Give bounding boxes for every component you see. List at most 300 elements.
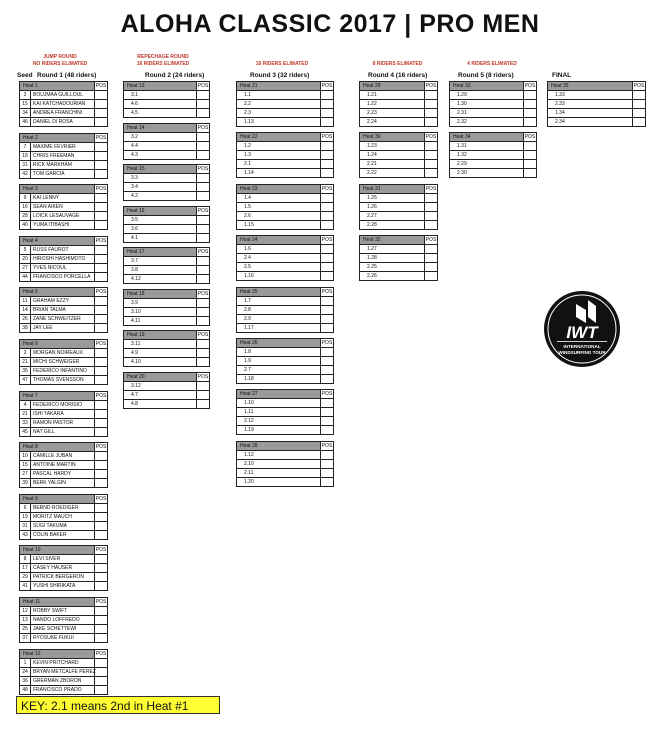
advancement-cell: 3.12 bbox=[131, 382, 141, 389]
seed-cell: 43 bbox=[20, 531, 31, 539]
rider-name: YUSHI SHIRIKATA bbox=[33, 583, 76, 590]
pos-header: POS bbox=[197, 290, 209, 297]
heat-box bbox=[123, 81, 210, 118]
logo-line2: WINDSURFING TOUR bbox=[558, 350, 606, 355]
heat-row bbox=[548, 109, 645, 118]
heat-title: Heat 5 bbox=[23, 289, 38, 296]
pos-header: POS bbox=[197, 83, 209, 89]
pos-cell bbox=[320, 151, 333, 159]
seed-cell: 21 bbox=[20, 410, 31, 418]
pos-cell bbox=[424, 221, 437, 229]
heat-box bbox=[19, 133, 108, 179]
advancement-cell: 2.24 bbox=[367, 119, 377, 125]
advancement-cell: 1.22 bbox=[367, 101, 377, 107]
heat-row bbox=[124, 192, 209, 201]
rider-name: LEVI SIVER bbox=[33, 556, 61, 563]
advancement-cell: 1.13 bbox=[244, 119, 254, 125]
heat-title: Heat 24 bbox=[240, 237, 258, 244]
round-note-line1 bbox=[449, 54, 535, 61]
heat-box bbox=[236, 81, 334, 127]
heat-row bbox=[20, 522, 107, 531]
rider-name: ANDREA FRANCHINI bbox=[33, 110, 83, 116]
pos-cell bbox=[320, 118, 333, 126]
pos-cell bbox=[523, 151, 536, 159]
pos-cell bbox=[94, 306, 107, 314]
heat-title: Heat 32 bbox=[363, 237, 381, 244]
pos-cell bbox=[523, 160, 536, 168]
seed-cell: 41 bbox=[20, 582, 31, 590]
rider-name: CAMILLE JUBAN bbox=[33, 453, 73, 460]
heat-row bbox=[237, 478, 333, 487]
seed-cell: 45 bbox=[20, 428, 31, 436]
advancement-cell: 2.33 bbox=[555, 101, 565, 107]
heat-row bbox=[124, 266, 209, 275]
heat-row bbox=[124, 91, 209, 100]
heat-row bbox=[20, 573, 107, 582]
pos-header: POS bbox=[197, 249, 209, 255]
heat-row bbox=[237, 460, 333, 469]
heat-title: Heat 19 bbox=[127, 332, 145, 338]
advancement-cell: 1.21 bbox=[367, 92, 377, 98]
heat-header bbox=[360, 82, 437, 91]
pos-cell bbox=[424, 91, 437, 99]
pos-header: POS bbox=[524, 134, 536, 141]
heat-row bbox=[20, 504, 107, 513]
advancement-cell: 1.29 bbox=[457, 92, 467, 98]
heat-header bbox=[237, 236, 333, 245]
heat-box bbox=[19, 339, 108, 385]
heat-row bbox=[237, 194, 333, 203]
heat-header bbox=[124, 207, 209, 216]
pos-cell bbox=[196, 151, 209, 159]
pos-cell bbox=[320, 297, 333, 305]
heat-box bbox=[449, 132, 537, 178]
heat-box bbox=[123, 164, 210, 201]
seed-cell: 39 bbox=[20, 479, 31, 487]
heat-row bbox=[20, 246, 107, 255]
pos-cell bbox=[94, 555, 107, 563]
pos-cell bbox=[94, 358, 107, 366]
seed-cell: 28 bbox=[20, 212, 31, 220]
pos-cell bbox=[94, 273, 107, 281]
heat-header bbox=[124, 331, 209, 340]
pos-header: POS bbox=[95, 392, 107, 399]
heat-row bbox=[124, 216, 209, 225]
advancement-cell: 4.4 bbox=[131, 142, 138, 149]
heat-row bbox=[20, 100, 107, 109]
heat-row bbox=[450, 109, 536, 118]
pos-cell bbox=[320, 357, 333, 365]
heat-row bbox=[20, 410, 107, 419]
key-legend: KEY: 2.1 means 2nd in Heat #1 bbox=[16, 696, 220, 714]
heat-box bbox=[19, 597, 108, 643]
advancement-cell: 4.11 bbox=[131, 317, 141, 324]
heat-row bbox=[124, 317, 209, 326]
pos-cell bbox=[320, 478, 333, 486]
round-name: Round 3 (32 riders) bbox=[250, 72, 310, 79]
heat-row bbox=[237, 245, 333, 254]
heat-row bbox=[360, 221, 437, 230]
pos-header: POS bbox=[95, 599, 107, 605]
heat-row bbox=[20, 461, 107, 470]
pos-cell bbox=[320, 109, 333, 117]
rider-name: MICHI SCHWEIGER bbox=[33, 359, 80, 365]
heat-row bbox=[237, 263, 333, 272]
pos-cell bbox=[320, 408, 333, 416]
pos-cell bbox=[320, 221, 333, 229]
seed-cell: 35 bbox=[20, 367, 31, 375]
pos-cell bbox=[196, 257, 209, 265]
pos-cell bbox=[94, 297, 107, 305]
pos-cell bbox=[523, 169, 536, 177]
heat-row bbox=[237, 254, 333, 263]
heat-row bbox=[20, 273, 107, 282]
heat-title: Heat 26 bbox=[240, 340, 258, 346]
heat-row bbox=[20, 513, 107, 522]
pos-header: POS bbox=[197, 166, 209, 172]
pos-cell bbox=[196, 308, 209, 316]
pos-cell bbox=[424, 169, 437, 177]
advancement-cell: 2.6 bbox=[244, 212, 251, 219]
round-note-line1 bbox=[232, 54, 332, 61]
pos-cell bbox=[196, 349, 209, 357]
heat-box bbox=[123, 330, 210, 367]
pos-cell bbox=[196, 234, 209, 242]
advancement-cell: 2.26 bbox=[367, 273, 377, 280]
rider-name: NANDO LOFFREDO bbox=[33, 617, 80, 623]
pos-cell bbox=[94, 324, 107, 332]
pos-cell bbox=[94, 221, 107, 229]
heat-row bbox=[237, 324, 333, 333]
heat-title: Heat 12 bbox=[23, 650, 41, 657]
heat-header bbox=[360, 185, 437, 194]
advancement-cell: 2.9 bbox=[244, 315, 251, 322]
seed-cell: 44 bbox=[20, 273, 31, 281]
heat-row bbox=[124, 142, 209, 151]
heat-row bbox=[237, 399, 333, 408]
heat-title: Heat 18 bbox=[127, 290, 145, 297]
advancement-cell: 1.32 bbox=[457, 152, 467, 159]
rider-name: BRYAN METCALFE PEREZ bbox=[33, 668, 96, 675]
heat-header bbox=[237, 390, 333, 399]
rider-name: BERND ROEDIGER bbox=[33, 504, 79, 511]
advancement-cell: 3.10 bbox=[131, 308, 141, 315]
rider-name: RYOSUKE FUKUI bbox=[33, 635, 74, 641]
rider-name: ZANE SCHWEITZER bbox=[33, 316, 81, 323]
heat-row bbox=[237, 203, 333, 212]
heat-row bbox=[237, 212, 333, 221]
pos-cell bbox=[94, 376, 107, 384]
heat-title: Heat 29 bbox=[363, 83, 381, 89]
advancement-cell: 2.10 bbox=[244, 460, 254, 467]
heat-row bbox=[450, 169, 536, 178]
heat-row bbox=[124, 358, 209, 367]
pos-header: POS bbox=[524, 83, 536, 89]
pos-header: POS bbox=[95, 83, 107, 89]
pos-header: POS bbox=[95, 650, 107, 657]
heat-row bbox=[237, 142, 333, 151]
heat-header bbox=[237, 339, 333, 348]
rider-name: JAKE SCHETTEWI bbox=[33, 626, 77, 632]
heat-row bbox=[20, 358, 107, 367]
heat-row bbox=[450, 142, 536, 151]
rider-name: LOICK LESAUVAGE bbox=[33, 213, 80, 220]
round-note-line1: JUMP ROUND bbox=[43, 54, 77, 60]
round-note-line1 bbox=[547, 54, 647, 61]
rider-name: ANTOINE MARTIN bbox=[33, 462, 76, 469]
pos-cell bbox=[94, 410, 107, 418]
heat-title: Heat 9 bbox=[23, 495, 38, 502]
rider-name: BOUJMAA GUILLOUL bbox=[33, 92, 84, 98]
pos-cell bbox=[320, 272, 333, 280]
pos-cell bbox=[94, 401, 107, 409]
heat-title: Heat 16 bbox=[127, 207, 145, 214]
heat-row bbox=[20, 152, 107, 161]
pos-header: POS bbox=[95, 186, 107, 193]
heat-box bbox=[236, 132, 334, 178]
pos-cell bbox=[320, 348, 333, 356]
round-note bbox=[449, 54, 535, 68]
advancement-cell: 1.16 bbox=[244, 273, 254, 280]
heat-row bbox=[360, 160, 437, 169]
advancement-cell: 1.6 bbox=[244, 246, 251, 253]
round-note-line2: 8 RIDERS ELIMATED bbox=[372, 61, 423, 67]
rider-name: COLIN BAKER bbox=[33, 531, 67, 538]
heat-title: Heat 35 bbox=[551, 83, 569, 89]
pos-cell bbox=[94, 264, 107, 272]
heat-box bbox=[236, 389, 334, 435]
pos-cell bbox=[94, 504, 107, 512]
seed-cell: 8 bbox=[20, 555, 31, 563]
heat-header bbox=[20, 392, 107, 401]
rider-name: BRIAN TALMA bbox=[33, 307, 66, 314]
heat-row bbox=[20, 118, 107, 127]
pos-cell bbox=[320, 100, 333, 108]
pos-cell bbox=[196, 100, 209, 108]
advancement-cell: 4.7 bbox=[131, 391, 138, 398]
rider-name: KAI LENNY bbox=[33, 195, 60, 202]
heat-box bbox=[19, 545, 108, 591]
rider-name: PASCAL HARDY bbox=[33, 471, 72, 478]
heat-row bbox=[237, 306, 333, 315]
advancement-cell: 1.14 bbox=[244, 170, 254, 177]
pos-cell bbox=[196, 133, 209, 141]
heat-row bbox=[20, 582, 107, 591]
seed-cell: 27 bbox=[20, 264, 31, 272]
heat-row bbox=[124, 234, 209, 243]
seed-cell: 11 bbox=[20, 297, 31, 305]
pos-cell bbox=[196, 91, 209, 99]
heat-row bbox=[450, 151, 536, 160]
pos-cell bbox=[94, 91, 107, 99]
round-name: Round 5 (8 riders) bbox=[458, 72, 514, 79]
advancement-cell: 1.33 bbox=[555, 92, 565, 98]
logo-line1: INTERNATIONAL bbox=[563, 344, 601, 349]
pos-cell bbox=[320, 375, 333, 383]
advancement-cell: 3.5 bbox=[131, 216, 138, 223]
pos-cell bbox=[196, 317, 209, 325]
pos-cell bbox=[196, 299, 209, 307]
iwt-logo bbox=[543, 290, 621, 368]
heat-row bbox=[20, 616, 107, 625]
heat-title: Heat 15 bbox=[127, 166, 145, 172]
round-note-line1: REPECHAGE ROUND bbox=[137, 54, 189, 60]
round-note bbox=[232, 54, 332, 68]
heat-row bbox=[548, 118, 645, 127]
heat-row bbox=[20, 194, 107, 203]
heat-box bbox=[359, 235, 438, 281]
advancement-cell: 2.8 bbox=[244, 306, 251, 313]
pos-header: POS bbox=[321, 237, 333, 244]
pos-cell bbox=[196, 275, 209, 283]
seed-cell: 38 bbox=[20, 324, 31, 332]
advancement-cell: 2.1 bbox=[244, 161, 251, 168]
advancement-cell: 1.7 bbox=[244, 297, 251, 304]
advancement-cell: 1.9 bbox=[244, 358, 251, 364]
advancement-cell: 4.8 bbox=[131, 400, 138, 407]
rider-name: DANIEL DI ROSA bbox=[33, 119, 73, 125]
pos-header: POS bbox=[425, 83, 437, 89]
pos-cell bbox=[196, 216, 209, 224]
pos-cell bbox=[94, 170, 107, 178]
pos-cell bbox=[632, 100, 645, 108]
advancement-cell: 1.3 bbox=[244, 152, 251, 159]
heat-row bbox=[237, 160, 333, 169]
heat-row bbox=[20, 564, 107, 573]
heat-row bbox=[237, 100, 333, 109]
round-note bbox=[15, 54, 105, 68]
heat-row bbox=[124, 382, 209, 391]
seed-cell: 47 bbox=[20, 376, 31, 384]
seed-cell: 33 bbox=[20, 419, 31, 427]
pos-cell bbox=[424, 254, 437, 262]
advancement-cell: 1.25 bbox=[367, 194, 377, 201]
advancement-cell: 1.30 bbox=[457, 101, 467, 107]
heat-row bbox=[20, 143, 107, 152]
pos-cell bbox=[320, 399, 333, 407]
heat-title: Heat 28 bbox=[240, 442, 258, 449]
heat-row bbox=[237, 357, 333, 366]
pos-cell bbox=[523, 118, 536, 126]
advancement-cell: 1.23 bbox=[367, 143, 377, 150]
heat-row bbox=[20, 479, 107, 488]
rider-name: PATRICK BERGERON bbox=[33, 574, 84, 581]
pos-cell bbox=[94, 479, 107, 487]
heat-header bbox=[20, 82, 107, 91]
pos-cell bbox=[196, 358, 209, 366]
advancement-cell: 1.19 bbox=[244, 427, 254, 434]
heat-title: Heat 30 bbox=[363, 134, 381, 141]
heat-title: Heat 4 bbox=[23, 237, 38, 244]
heat-title: Heat 27 bbox=[240, 391, 258, 398]
heat-title: Heat 11 bbox=[23, 599, 41, 605]
pos-cell bbox=[424, 212, 437, 220]
heat-row bbox=[20, 555, 107, 564]
round-note-line1 bbox=[359, 54, 436, 61]
pos-cell bbox=[94, 143, 107, 151]
round-note-line2: 16 RIDERS ELIMATED bbox=[136, 61, 190, 67]
heat-row bbox=[20, 452, 107, 461]
round-note-line2: 4 RIDERS ELIMATED bbox=[467, 61, 517, 67]
rider-name: MORITZ MAUCH bbox=[33, 513, 72, 520]
heat-title: Heat 17 bbox=[127, 249, 145, 255]
heat-row bbox=[20, 315, 107, 324]
heat-header bbox=[20, 185, 107, 194]
seed-cell: 16 bbox=[20, 203, 31, 211]
pos-cell bbox=[196, 225, 209, 233]
rider-name: FRANCISCO PORCELLA bbox=[33, 273, 91, 280]
pos-cell bbox=[424, 118, 437, 126]
rider-name: RUSS FAUROT bbox=[33, 246, 69, 253]
advancement-cell: 4.12 bbox=[131, 276, 141, 282]
heat-title: Heat 34 bbox=[453, 134, 471, 141]
round-name: Round 4 (16 riders) bbox=[368, 72, 428, 79]
heat-row bbox=[124, 100, 209, 109]
seed-cell: 37 bbox=[20, 634, 31, 642]
heat-row bbox=[237, 151, 333, 160]
advancement-cell: 4.9 bbox=[131, 350, 138, 356]
advancement-cell: 3.11 bbox=[131, 341, 141, 347]
pos-cell bbox=[94, 461, 107, 469]
advancement-cell: 1.17 bbox=[244, 324, 254, 331]
heat-row bbox=[20, 306, 107, 315]
heat-box bbox=[547, 81, 646, 127]
pos-header: POS bbox=[197, 373, 209, 380]
heat-header bbox=[20, 495, 107, 504]
heat-row bbox=[124, 275, 209, 284]
advancement-cell: 1.28 bbox=[367, 255, 377, 262]
round-note-line2: NO RIDERS ELIMATED bbox=[32, 61, 88, 67]
advancement-cell: 2.34 bbox=[555, 119, 565, 125]
heat-row bbox=[20, 686, 107, 695]
heat-box bbox=[19, 184, 108, 230]
pos-cell bbox=[94, 255, 107, 263]
pos-cell bbox=[94, 513, 107, 521]
heat-box bbox=[359, 81, 438, 127]
pos-header: POS bbox=[197, 124, 209, 131]
seed-cell: 6 bbox=[20, 504, 31, 512]
heat-row bbox=[20, 91, 107, 100]
advancement-cell: 2.30 bbox=[457, 170, 467, 177]
seed-cell: 40 bbox=[20, 221, 31, 229]
heat-title: Heat 22 bbox=[240, 134, 258, 141]
pos-cell bbox=[320, 203, 333, 211]
heat-row bbox=[450, 91, 536, 100]
seed-cell: 20 bbox=[20, 255, 31, 263]
heat-title: Heat 21 bbox=[240, 83, 258, 89]
heat-row bbox=[124, 340, 209, 349]
seed-cell: 15 bbox=[20, 100, 31, 108]
pos-cell bbox=[94, 677, 107, 685]
heat-title: Heat 20 bbox=[127, 373, 145, 380]
heat-title: Heat 25 bbox=[240, 288, 258, 295]
heat-row bbox=[237, 408, 333, 417]
pos-cell bbox=[632, 91, 645, 99]
rider-name: CASEY HAUSER bbox=[33, 565, 73, 572]
pos-cell bbox=[196, 340, 209, 348]
pos-header: POS bbox=[425, 185, 437, 192]
heat-header bbox=[124, 290, 209, 299]
pos-cell bbox=[320, 451, 333, 459]
pos-cell bbox=[94, 634, 107, 642]
page-title: ALOHA CLASSIC 2017 | PRO MEN bbox=[120, 10, 540, 38]
advancement-cell: 4.10 bbox=[131, 359, 141, 365]
heat-row bbox=[237, 118, 333, 127]
pos-header: POS bbox=[95, 237, 107, 244]
heat-row bbox=[124, 257, 209, 266]
pos-cell bbox=[94, 470, 107, 478]
rider-name: FEDERICO INFANTINO bbox=[33, 368, 87, 374]
